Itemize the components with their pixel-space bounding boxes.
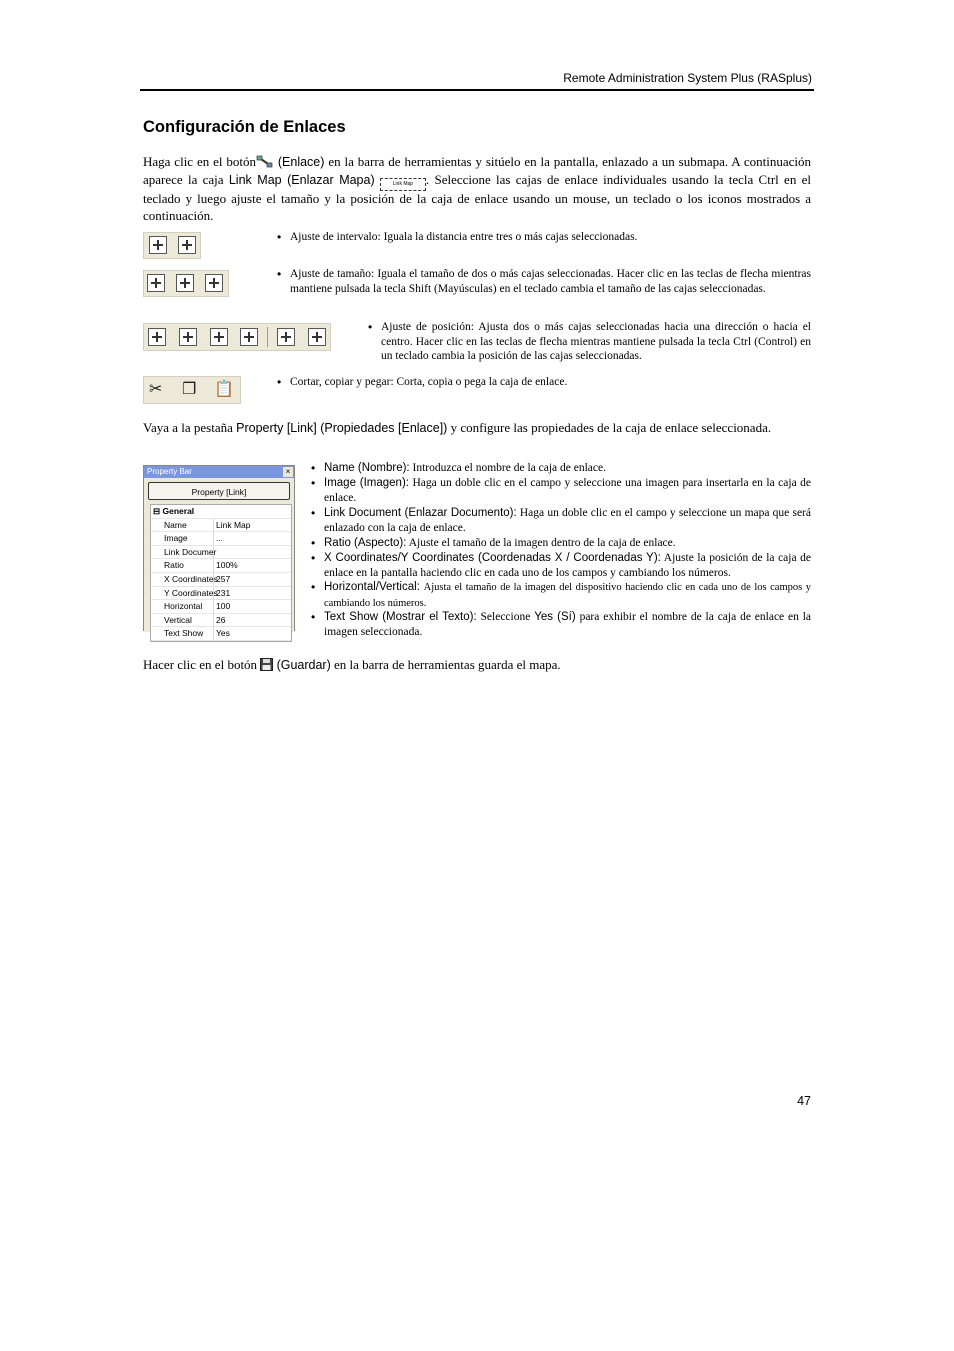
prop-link-document: • Link Document (Enlazar Documento): Haga un doble clic en el campo y seleccione un mapa que será enlazado con la caja de enlace.	[311, 506, 811, 534]
same-size-icon[interactable]	[205, 274, 223, 292]
equal-vertical-spacing-icon[interactable]	[178, 236, 196, 254]
bullet-interval: • Ajuste de intervalo: Iguala la distancia entre tres o más cajas seleccionadas.	[277, 230, 638, 244]
guardar-term: (Guardar)	[276, 658, 331, 672]
property-row-text-show[interactable]: Text Show Yes	[151, 627, 291, 641]
section-title: Configuración de Enlaces	[143, 118, 346, 136]
linkmap-term: Link Map (Enlazar Mapa)	[228, 173, 375, 188]
size-toolbar	[143, 270, 229, 297]
property-link-button[interactable]: Property [Link]	[148, 482, 290, 500]
clipboard-toolbar	[143, 376, 241, 404]
link-tool-icon	[256, 155, 274, 172]
property-row-link-document[interactable]: Link Documer	[151, 546, 291, 560]
align-top-icon[interactable]	[210, 328, 228, 346]
property-row-horizontal[interactable]: Horizontal 100	[151, 600, 291, 614]
property-row-image[interactable]: Image ...	[151, 532, 291, 546]
page-number: 47	[797, 1094, 811, 1108]
property-row-vertical[interactable]: Vertical 26	[151, 614, 291, 628]
align-left-icon[interactable]	[148, 328, 166, 346]
property-row-x-coordinates[interactable]: X Coordinates 257	[151, 573, 291, 587]
bullet-position: • Ajuste de posición: Ajusta dos o más cajas seleccionadas hacia una dirección o hacia el centro. Hacer clic en las teclas de flecha mientras mantiene pulsada la tecla Ctrl (Control) en un teclado cambia la posición de las cajas seleccionadas.	[368, 320, 811, 363]
align-bottom-icon[interactable]	[240, 328, 258, 346]
prop-horizontal-vertical: • Horizontal/Vertical: Ajusta el tamaño de la imagen del dispositivo haciendo clic en cada uno de los campos y cambiando los números.	[311, 580, 811, 609]
center-horizontal-icon[interactable]	[277, 328, 295, 346]
enlace-term: (Enlace)	[277, 155, 325, 169]
property-paragraph: Vaya a la pestaña Property [Link] (Propiedades [Enlace]) y configure las propiedades de la caja de enlace seleccionada.	[143, 420, 772, 435]
prop-ratio: • Ratio (Aspecto): Ajuste el tamaño de la imagen dentro de la caja de enlace.	[311, 536, 676, 550]
intro-text-1: Haga clic en el botón	[143, 154, 256, 169]
paste-icon[interactable]: 📋	[214, 379, 234, 398]
close-icon[interactable]: ×	[283, 467, 293, 477]
collapse-icon[interactable]: ⊟	[153, 506, 161, 516]
interval-toolbar	[143, 232, 201, 259]
property-row-y-coordinates[interactable]: Y Coordinates 231	[151, 587, 291, 601]
cut-icon[interactable]: ✂	[149, 379, 163, 398]
same-width-icon[interactable]	[147, 274, 165, 292]
save-icon	[260, 658, 273, 675]
property-group-general[interactable]: ⊟ General	[151, 505, 291, 519]
copy-icon[interactable]: ❐	[182, 379, 197, 398]
property-row-name[interactable]: Name Link Map	[151, 519, 291, 533]
intro-text-2: en la barra de herramientas y sitúelo en la pantalla, enlazado a un submapa. A continuación aparece la caja	[143, 154, 812, 188]
save-paragraph: Hacer clic en el botón (Guardar) en la barra de herramientas guarda el mapa.	[143, 657, 811, 675]
position-toolbar	[143, 323, 331, 351]
bullet-clipboard: • Cortar, copiar y pegar: Corta, copia o pega la caja de enlace.	[277, 375, 568, 389]
center-vertical-icon[interactable]	[308, 328, 326, 346]
property-bar-title: Property Bar	[147, 467, 192, 476]
same-height-icon[interactable]	[176, 274, 194, 292]
property-bar-titlebar	[144, 466, 294, 478]
toolbar-separator	[267, 327, 268, 347]
prop-name: • Name (Nombre): Introduzca el nombre de la caja de enlace.	[311, 461, 606, 475]
property-grid	[150, 504, 292, 642]
intro-paragraph	[143, 154, 811, 224]
equal-horizontal-spacing-icon[interactable]	[149, 236, 167, 254]
intro-text-3: . Seleccione las cajas de enlace individuales usando la tecla Ctrl en el teclado y luego ajuste el tamaño y la posición de la caja de enlace usando un mouse, un teclado o los iconos mostrados a continuación.	[143, 172, 811, 223]
property-row-ratio[interactable]: Ratio 100%	[151, 559, 291, 573]
bullet-size: • Ajuste de tamaño: Iguala el tamaño de dos o más cajas seleccionadas. Hacer clic en las teclas de flecha mientras mantiene pulsada la tecla Shift (Mayúsculas) en el teclado cambia el tamaño de las cajas seleccionadas.	[277, 267, 811, 295]
align-right-icon[interactable]	[179, 328, 197, 346]
prop-text-show: • Text Show (Mostrar el Texto): Seleccione Yes (Sí) para exhibir el nombre de la caja de enlace en la imagen seleccionada.	[311, 610, 812, 638]
property-tab-term: Property [Link] (Propiedades [Enlace])	[236, 421, 448, 435]
property-bar-panel	[143, 465, 295, 639]
prop-image: • Image (Imagen): Haga un doble clic en el campo y seleccione una imagen para insertarla en la caja de enlace.	[311, 476, 812, 504]
prop-coordinates: • X Coordinates/Y Coordinates (Coordenadas X / Coordenadas Y): Ajuste la posición de la caja de enlace en la pantalla haciendo clic en cada uno de los campos y cambiando los números.	[311, 551, 811, 579]
header-rule	[140, 89, 814, 91]
running-header: Remote Administration System Plus (RASplus)	[563, 71, 812, 85]
link-map-box-sample: Link Map	[380, 178, 426, 191]
